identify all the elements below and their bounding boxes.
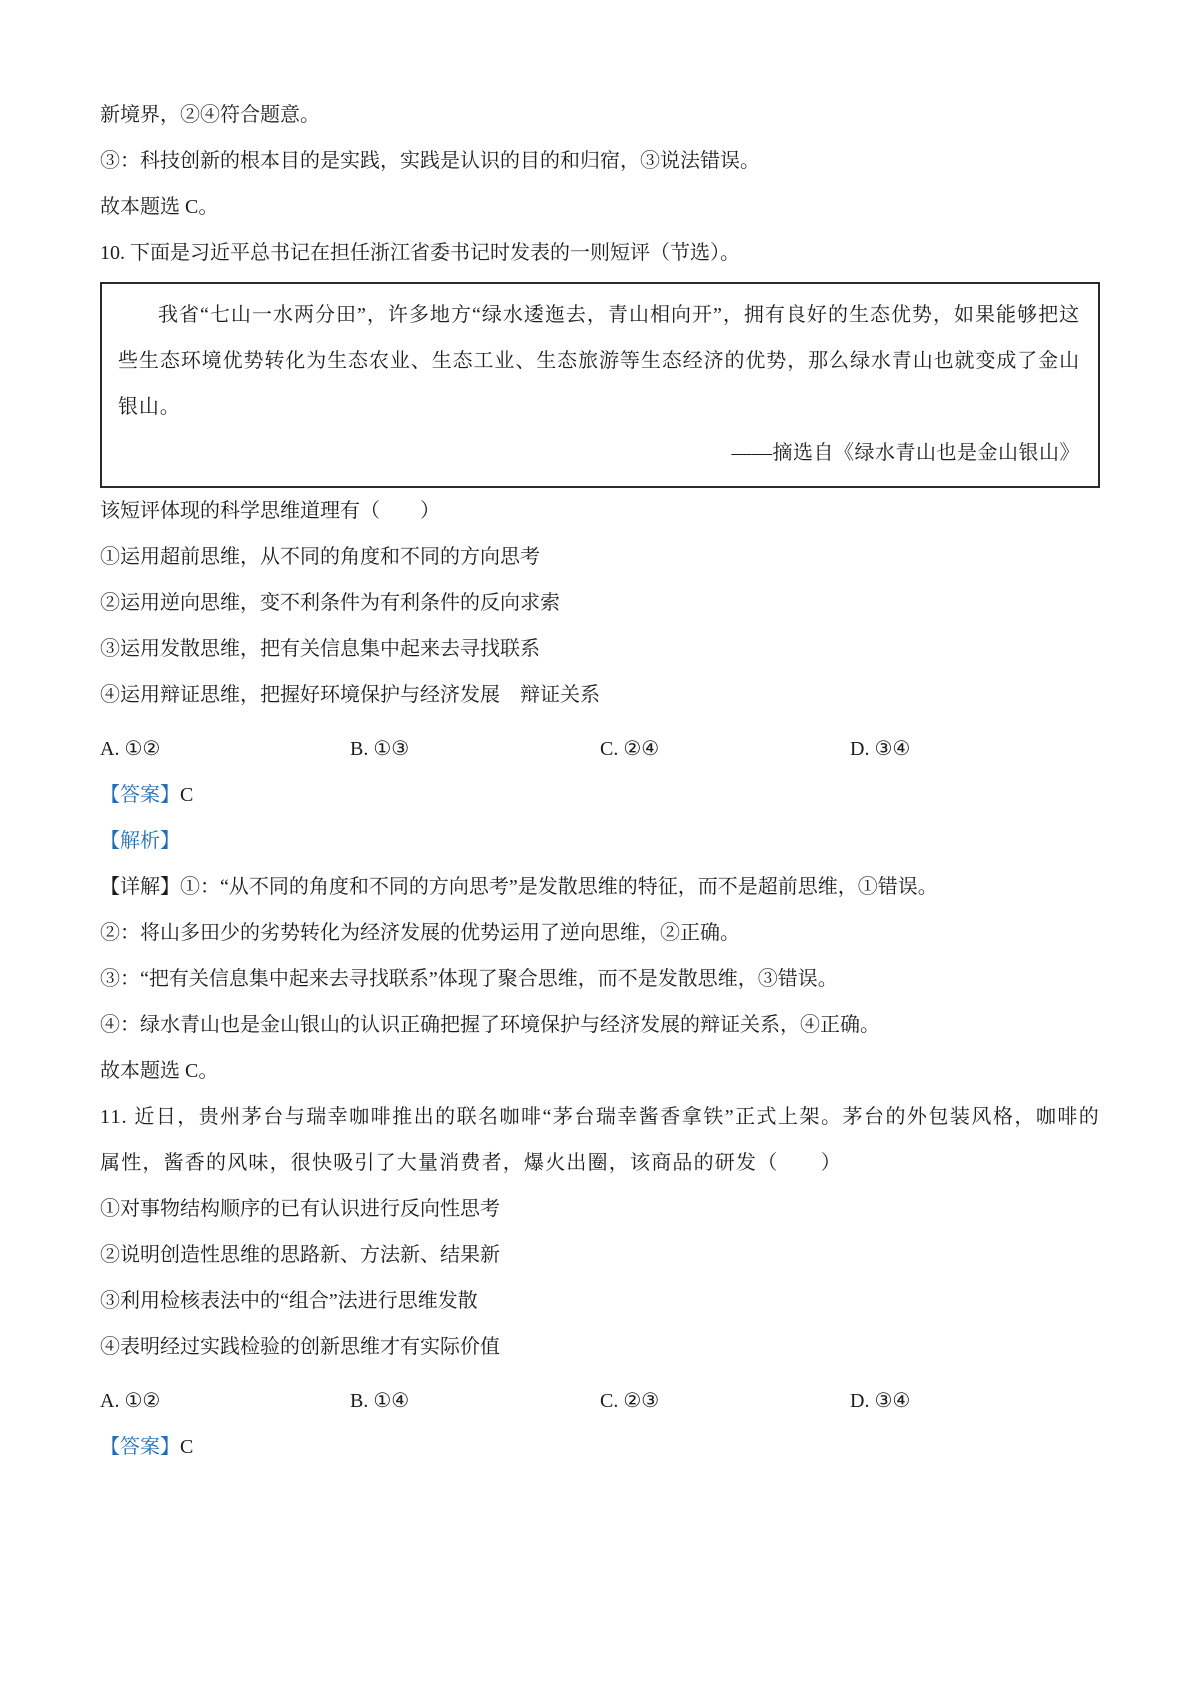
question11-options-row [100,1378,1100,1424]
question11-stem: 11. 近日，贵州茅台与瑞幸咖啡推出的联名咖啡“茅台瑞幸酱香拿铁”正式上架。茅台的外包装风格，咖啡的属性，酱香的风味，很快吸引了大量消费者，爆火出圈，该商品的研发（ ） [100,1106,1100,1174]
question10-options-row [100,726,1100,772]
question10-analysis-label [100,818,1100,864]
prev-explanation-conclusion: 故本题选 C。 [100,196,219,218]
quote-attribution: ——摘选自《绿水青山也是金山银山》 [731,442,1080,464]
question10-detail-2: ②：将山多田少的劣势转化为经济发展的优势运用了逆向思维，②正确。 [100,922,740,944]
question10-answer-line [100,772,1100,818]
question11-option-c: C. ②③ [600,1390,660,1412]
question11-statement-1: ①对事物结构顺序的已有认识进行反向性思考 [100,1198,500,1220]
answer-label: 【答案】 [100,784,180,806]
question10-option-a: A. ①② [100,738,161,760]
question10-statement-3: ③运用发散思维，把有关信息集中起来去寻找联系 [100,638,540,660]
question10-statement-2: ②运用逆向思维，变不利条件为有利条件的反向求索 [100,592,560,614]
question11-option-d: D. ③④ [850,1390,911,1412]
question10-option-d: D. ③④ [850,738,911,760]
question11-statement-3: ③利用检核表法中的“组合”法进行思维发散 [100,1290,478,1312]
prev-explanation-line-2: ③：科技创新的根本目的是实践，实践是认识的目的和归宿，③说法错误。 [100,150,760,172]
question11-answer-line [100,1424,1100,1470]
question10-option-c: C. ②④ [600,738,660,760]
answer-value: C [180,1436,194,1458]
question10-option-b: B. ①③ [350,738,410,760]
question11-statement-4: ④表明经过实践检验的创新思维才有实际价值 [100,1336,500,1358]
question11-option-b: B. ①④ [350,1390,410,1412]
question10-statement-4: ④运用辩证思维，把握好环境保护与经济发展 辩证关系 [100,684,600,706]
question10-detail-4: ④：绿水青山也是金山银山的认识正确把握了环境保护与经济发展的辩证关系，④正确。 [100,1014,880,1036]
analysis-label: 【解析】 [100,830,180,852]
question11-statement-2: ②说明创造性思维的思路新、方法新、结果新 [100,1244,500,1266]
question10-conclusion: 故本题选 C。 [100,1060,219,1082]
answer-value: C [180,784,194,806]
prev-explanation-line-1: 新境界，②④符合题意。 [100,104,320,126]
question10-prompt: 该短评体现的科学思维道理有（ ） [100,500,440,522]
question10-detail-1: 【详解】①：“从不同的角度和不同的方向思考”是发散思维的特征，而不是超前思维，①错误。 [100,876,938,898]
question10-quote-box [100,282,1100,488]
question10-statement-1: ①运用超前思维，从不同的角度和不同的方向思考 [100,546,540,568]
question10-detail-3: ③：“把有关信息集中起来去寻找联系”体现了聚合思维，而不是发散思维，③错误。 [100,968,838,990]
answer-label: 【答案】 [100,1436,180,1458]
question11-option-a: A. ①② [100,1390,161,1412]
quote-body: 我省“七山一水两分田”，许多地方“绿水逶迤去，青山相向开”，拥有良好的生态优势，如果能够把这些生态环境优势转化为生态农业、生态工业、生态旅游等生态经济的优势，那么绿水青山也就变成了金山银山。 [118,304,1080,418]
question10-stem: 10. 下面是习近平总书记在担任浙江省委书记时发表的一则短评（节选）。 [100,242,740,264]
